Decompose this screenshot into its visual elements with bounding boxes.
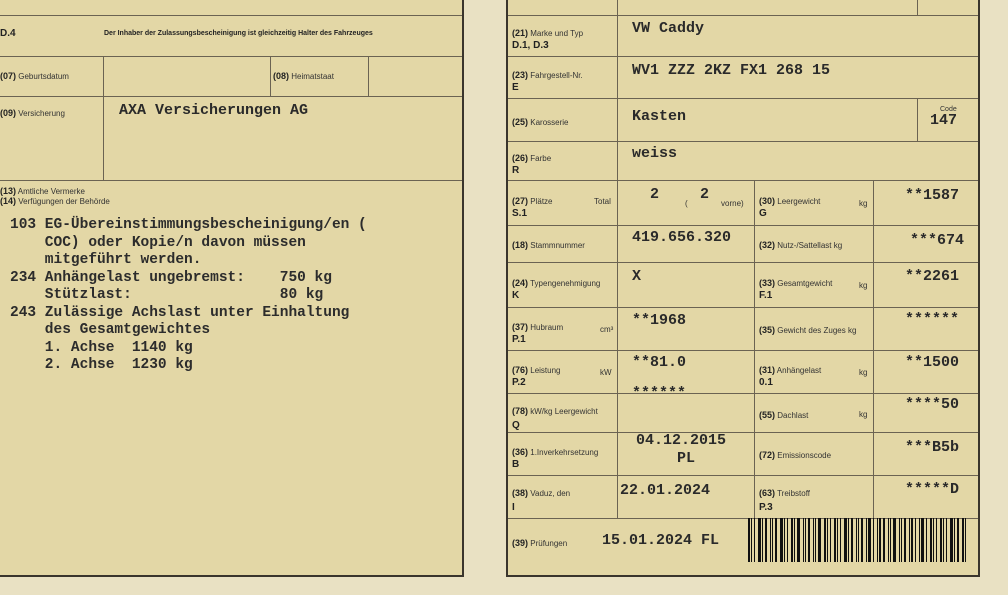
unit-kw: kW bbox=[600, 368, 612, 377]
barcode-bar bbox=[858, 518, 859, 562]
barcode bbox=[748, 518, 970, 562]
barcode-bar bbox=[805, 518, 806, 562]
field-72: (72) Emissionscode bbox=[759, 450, 832, 460]
barcode-bar bbox=[797, 518, 800, 562]
barcode-bar bbox=[780, 518, 783, 562]
field-36-sub: B bbox=[512, 459, 520, 470]
barcode-bar bbox=[866, 518, 867, 562]
field-38: (38) Vaduz, den bbox=[512, 488, 571, 498]
barcode-bar bbox=[926, 518, 927, 562]
body-type: Kasten bbox=[632, 108, 687, 125]
inspection: 15.01.2024 FL bbox=[602, 532, 720, 549]
first-registration-country: PL bbox=[677, 450, 696, 467]
barcode-bar bbox=[873, 518, 874, 562]
barcode-bar bbox=[883, 518, 885, 562]
divider bbox=[0, 96, 462, 97]
seats-paren: ( bbox=[685, 199, 688, 208]
barcode-bar bbox=[751, 518, 752, 562]
divider bbox=[0, 56, 462, 57]
divider bbox=[508, 475, 978, 476]
field-38-sub: I bbox=[512, 502, 515, 513]
first-registration-date: 04.12.2015 bbox=[636, 432, 727, 449]
field-63-sub: P.3 bbox=[759, 502, 773, 513]
payload: ***674 bbox=[910, 232, 965, 249]
barcode-bar bbox=[834, 518, 836, 562]
displacement: **1968 bbox=[632, 312, 687, 329]
field-37: (37) Hubraum bbox=[512, 322, 564, 332]
code-label: Code bbox=[940, 106, 957, 113]
seats-front: 2 bbox=[700, 186, 710, 203]
barcode-bar bbox=[784, 518, 785, 562]
barcode-bar bbox=[946, 518, 947, 562]
barcode-bar bbox=[957, 518, 959, 562]
barcode-bar bbox=[772, 518, 773, 562]
barcode-bar bbox=[813, 518, 814, 562]
barcode-bar bbox=[904, 518, 906, 562]
barcode-bar bbox=[933, 518, 934, 562]
insurance-value: AXA Versicherungen AG bbox=[119, 102, 309, 119]
barcode-bar bbox=[901, 518, 902, 562]
divider bbox=[103, 56, 104, 96]
field-14: (14) Verfügungen der Behörde bbox=[0, 196, 110, 206]
barcode-bar bbox=[791, 518, 793, 562]
barcode-bar bbox=[762, 518, 763, 562]
field-31-sub: 0.1 bbox=[759, 377, 773, 388]
field-37-sub: P.1 bbox=[512, 334, 526, 345]
total-weight: **2261 bbox=[905, 268, 960, 285]
field-76: (76) Leistung bbox=[512, 365, 561, 375]
divider bbox=[508, 180, 978, 181]
holder-notice: Der Inhaber der Zulassungsbescheinigung ist gleichzeitig Halter des Fahrzeuges bbox=[104, 30, 373, 37]
field-24: (24) Typengenehmigung bbox=[512, 278, 601, 288]
seats-front-label: vorne) bbox=[721, 199, 744, 208]
field-13: (13) Amtliche Vermerke bbox=[0, 186, 85, 196]
field-55: (55) Dachlast bbox=[759, 410, 809, 420]
field-24-sub: K bbox=[512, 290, 520, 301]
make-type: VW Caddy bbox=[632, 20, 705, 37]
barcode-bar bbox=[890, 518, 891, 562]
divider bbox=[917, 0, 918, 15]
unit-kg: kg bbox=[859, 368, 868, 377]
barcode-bar bbox=[962, 518, 964, 562]
field-08: (08) Heimatstaat bbox=[273, 71, 334, 81]
divider bbox=[508, 262, 978, 263]
emission-code: ***B5b bbox=[905, 439, 960, 456]
code-value: 147 bbox=[930, 112, 958, 129]
barcode-bar bbox=[909, 518, 910, 562]
barcode-bar bbox=[954, 518, 955, 562]
field-07: (07) Geburtsdatum bbox=[0, 71, 69, 81]
barcode-bar bbox=[844, 518, 847, 562]
barcode-bar bbox=[965, 518, 966, 562]
field-33-sub: F.1 bbox=[759, 290, 773, 301]
barcode-bar bbox=[840, 518, 841, 562]
barcode-bar bbox=[940, 518, 942, 562]
barcode-bar bbox=[815, 518, 816, 562]
power: **81.0 bbox=[632, 354, 687, 371]
field-18: (18) Stammnummer bbox=[512, 240, 585, 250]
barcode-bar bbox=[808, 518, 810, 562]
divider bbox=[0, 180, 462, 181]
train-weight: ****** bbox=[905, 311, 960, 328]
field-32: (32) Nutz-/Sattellast kg bbox=[759, 240, 843, 250]
barcode-bar bbox=[818, 518, 821, 562]
field-78: (78) kW/kg Leergewicht bbox=[512, 406, 598, 416]
divider bbox=[368, 56, 369, 96]
barcode-bar bbox=[911, 518, 913, 562]
barcode-bar bbox=[770, 518, 771, 562]
barcode-bar bbox=[868, 518, 871, 562]
divider bbox=[508, 141, 978, 142]
barcode-bar bbox=[765, 518, 767, 562]
unit-kg: kg bbox=[859, 410, 868, 419]
barcode-bar bbox=[877, 518, 878, 562]
barcode-bar bbox=[921, 518, 924, 562]
field-76-sub: P.2 bbox=[512, 377, 526, 388]
vin: WV1 ZZZ 2KZ FX1 268 15 bbox=[632, 62, 831, 79]
field-21: (21) Marke und Typ bbox=[512, 28, 584, 38]
fuel: *****D bbox=[905, 481, 960, 498]
barcode-bar bbox=[915, 518, 916, 562]
field-code-d4: D.4 bbox=[0, 28, 16, 39]
divider bbox=[508, 432, 978, 433]
field-21-sub: D.1, D.3 bbox=[512, 40, 549, 51]
barcode-bar bbox=[893, 518, 896, 562]
divider bbox=[508, 307, 978, 308]
field-63: (63) Treibstoff bbox=[759, 488, 810, 498]
divider bbox=[508, 15, 978, 16]
barcode-bar bbox=[827, 518, 828, 562]
field-23: (23) Fahrgestell-Nr. bbox=[512, 70, 583, 80]
barcode-bar bbox=[803, 518, 804, 562]
field-25: (25) Karosserie bbox=[512, 117, 569, 127]
field-35: (35) Gewicht des Zuges kg bbox=[759, 325, 857, 335]
barcode-bar bbox=[748, 518, 750, 562]
roof-load: ****50 bbox=[905, 396, 960, 413]
type-approval: X bbox=[632, 268, 642, 285]
unit-kg: kg bbox=[859, 281, 868, 290]
barcode-bar bbox=[856, 518, 857, 562]
unit-cm3: cm³ bbox=[600, 325, 614, 334]
seats-total: 2 bbox=[650, 186, 660, 203]
field-30-sub: G bbox=[759, 208, 767, 219]
unit-kg: kg bbox=[859, 199, 868, 208]
field-09: (09) Versicherung bbox=[0, 108, 65, 118]
barcode-bar bbox=[950, 518, 953, 562]
barcode-bar bbox=[936, 518, 937, 562]
field-31: (31) Anhängelast bbox=[759, 365, 822, 375]
field-27-sub: S.1 bbox=[512, 208, 528, 219]
barcode-bar bbox=[824, 518, 826, 562]
power-weight: ****** bbox=[632, 385, 687, 402]
divider bbox=[508, 98, 978, 99]
divider bbox=[754, 180, 755, 518]
barcode-bar bbox=[794, 518, 795, 562]
field-36: (36) 1.Inverkehrsetzung bbox=[512, 447, 599, 457]
barcode-bar bbox=[775, 518, 777, 562]
official-notes: 103 EG-Übereinstimmungsbescheinigung/en ( COC) oder Kopie/n davon müssen mitgeführt werden. 234 Anhängelast ungebremst: 750 kg Stützlast: 80 kg 243 Zulässige Achslast unter Einhaltung des Gesamtgewichtes 1. Achse 1140 kg 2. Achse 1230 kg bbox=[10, 217, 367, 373]
barcode-bar bbox=[861, 518, 863, 562]
field-33: (33) Gesamtgewicht bbox=[759, 278, 833, 288]
barcode-bar bbox=[919, 518, 920, 562]
field-26: (26) Farbe bbox=[512, 153, 552, 163]
field-78-sub: Q bbox=[512, 420, 520, 431]
divider bbox=[508, 350, 978, 351]
field-27-total: Total bbox=[594, 197, 611, 206]
barcode-bar bbox=[848, 518, 849, 562]
barcode-bar bbox=[787, 518, 788, 562]
barcode-bar bbox=[837, 518, 838, 562]
field-26-sub: R bbox=[512, 165, 520, 176]
barcode-bar bbox=[899, 518, 900, 562]
divider bbox=[508, 56, 978, 57]
field-30: (30) Leergewicht bbox=[759, 196, 821, 206]
barcode-bar bbox=[754, 518, 755, 562]
stammnummer: 419.656.320 bbox=[632, 229, 732, 246]
barcode-bar bbox=[851, 518, 853, 562]
barcode-bar bbox=[943, 518, 944, 562]
divider bbox=[0, 15, 462, 16]
field-23-sub: E bbox=[512, 82, 519, 93]
barcode-bar bbox=[830, 518, 831, 562]
barcode-bar bbox=[888, 518, 889, 562]
trailer-load: **1500 bbox=[905, 354, 960, 371]
barcode-bar bbox=[758, 518, 761, 562]
divider bbox=[617, 0, 618, 518]
field-39: (39) Prüfungen bbox=[512, 538, 568, 548]
divider bbox=[873, 180, 874, 518]
issue-date: 22.01.2024 bbox=[620, 482, 711, 499]
field-27: (27) Plätze bbox=[512, 196, 553, 206]
empty-weight: **1587 bbox=[905, 187, 960, 204]
divider bbox=[103, 96, 104, 180]
barcode-bar bbox=[930, 518, 932, 562]
divider bbox=[917, 98, 918, 141]
divider bbox=[270, 56, 271, 96]
divider bbox=[508, 393, 978, 394]
color-value: weiss bbox=[632, 145, 678, 162]
divider bbox=[508, 225, 978, 226]
barcode-bar bbox=[879, 518, 881, 562]
